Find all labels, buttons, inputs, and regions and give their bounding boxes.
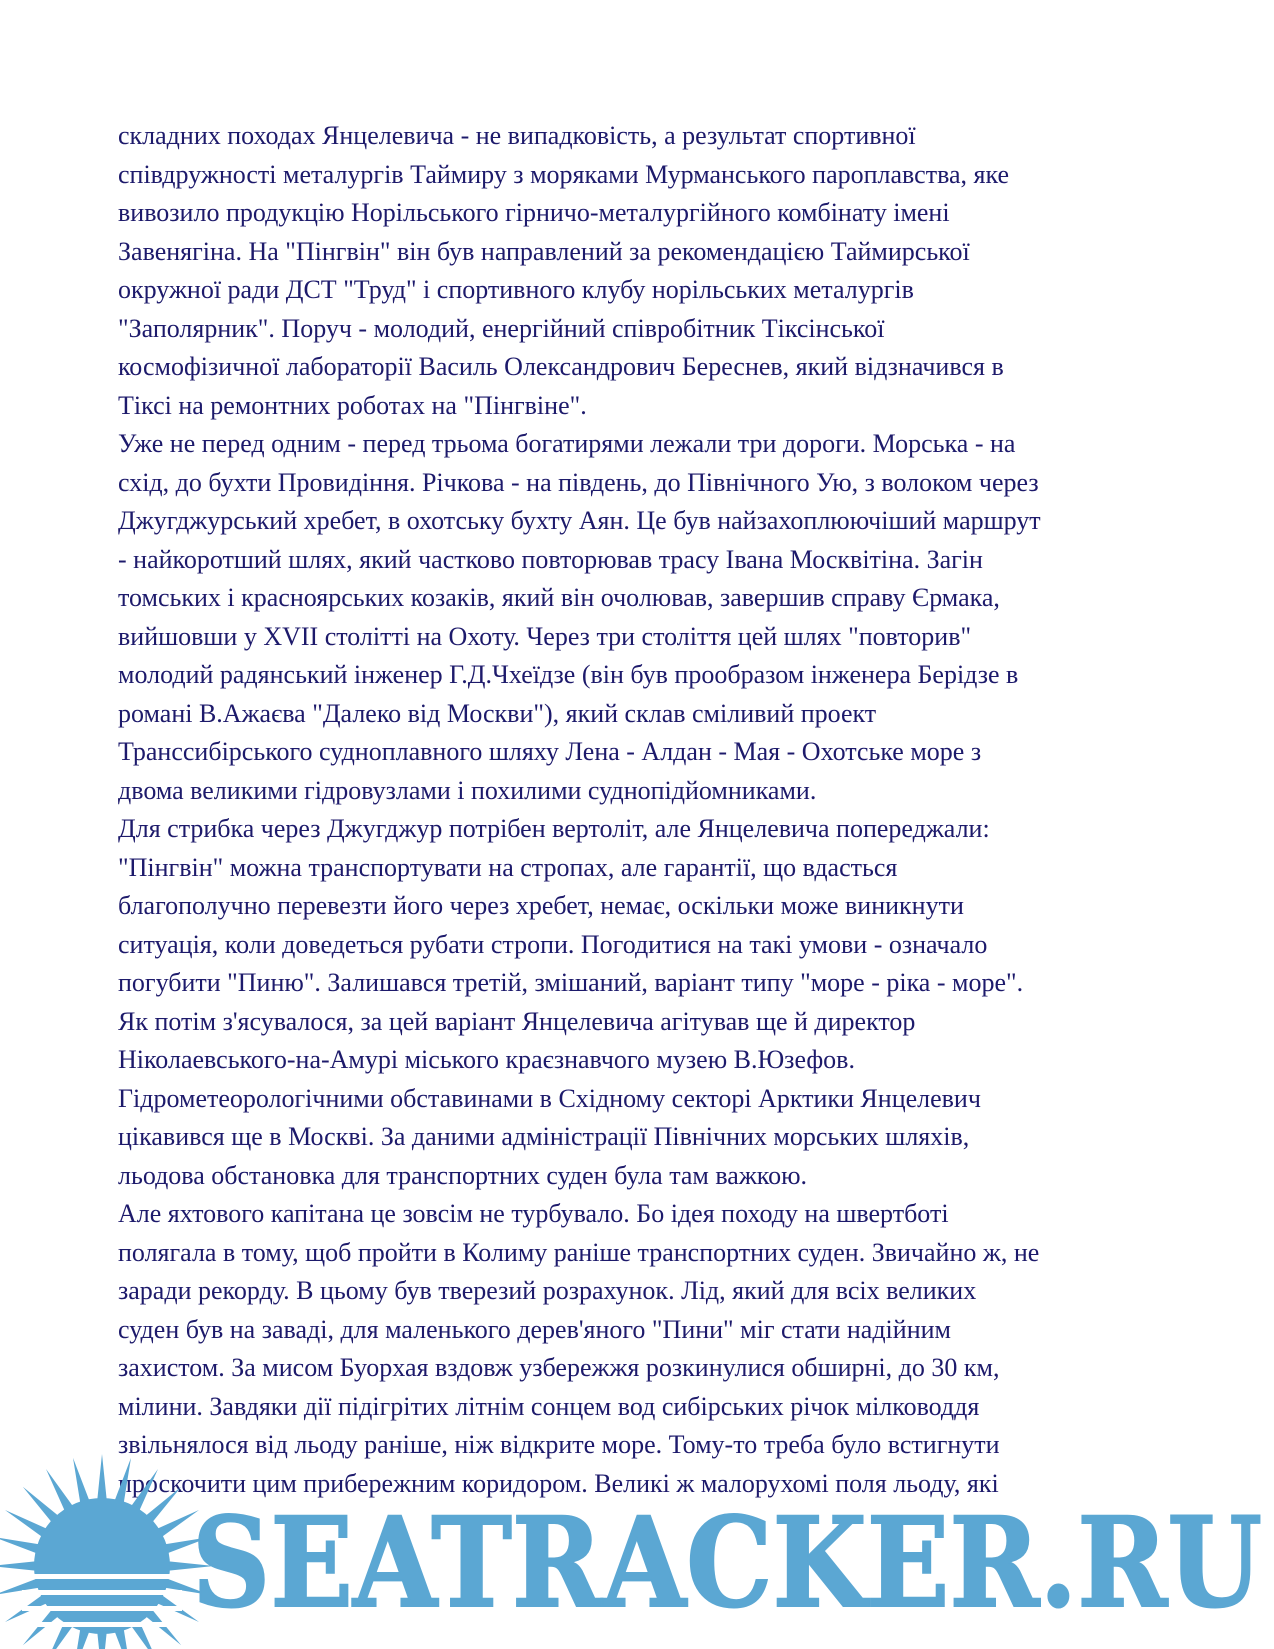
text-line: романі В.Ажаєва "Далеко від Москви"), який склав сміливий проект — [118, 698, 877, 728]
text-line: - найкоротший шлях, який частково повторював трасу Івана Москвітіна. Загін — [118, 544, 983, 574]
body-text — [118, 117, 1158, 1503]
sun-icon — [0, 1454, 214, 1649]
text-line: окружної ради ДСТ "Труд" і спортивного клубу норільських металургів — [118, 275, 914, 304]
text-line: співдружності металургів Таймиру з моряками Мурманського пароплавства, яке — [118, 159, 1010, 189]
text-line: Гідрометеорологічними обставинами в Східному секторі Арктики Янцелевич — [118, 1083, 981, 1113]
text-line: льодова обстановка для транспортних суден була там важкою. — [118, 1160, 808, 1190]
text-line: звільнялося від льоду раніше, ніж відкрите море. Тому-то треба було встигнути — [118, 1430, 1000, 1459]
text-line: молодий радянський інженер Г.Д.Чхеїдзе (він був прообразом інженера Берідзе в — [118, 660, 1019, 689]
text-line: ситуація, коли доведеться рубати стропи. Погодитися на такі умови - означало — [118, 929, 988, 959]
text-line: вийшовши у XVII столітті на Охоту. Через три століття цей шлях "повторив" — [118, 621, 972, 651]
text-line: томських і красноярських козаків, який він очолював, завершив справу Єрмака, — [118, 583, 1000, 612]
text-line: Транссибірського судноплавного шляху Лена - Алдан - Мая - Охотське море з — [118, 737, 982, 766]
text-line: благополучно перевезти його через хребет, немає, оскільки може виникнути — [118, 891, 964, 920]
text-line: Завенягіна. На "Пінгвін" він був направлений за рекомендацією Таймирської — [118, 236, 970, 266]
watermark-text: SEATRACKER.RU — [192, 1491, 1262, 1636]
text-line: мілини. Завдяки дії підігрітих літнім сонцем вод сибірських річок мілководдя — [118, 1391, 980, 1421]
text-line: Для стрибка через Джугджур потрібен вертоліт, але Янцелевича попереджали: — [118, 814, 990, 843]
text-line: суден був на заваді, для маленького дерев'яного "Пини" міг стати надійним — [118, 1314, 951, 1344]
text-line: двома великими гідровузлами і похилими суднопідйомниками. — [118, 775, 817, 805]
text-line: Тіксі на ремонтних роботах на "Пінгвіне". — [118, 390, 587, 420]
text-line: Як потім з'ясувалося, за цей варіант Янцелевича агітував ще й директор — [118, 1006, 916, 1036]
text-line: проскочити цим прибережним коридором. Великі ж малорухомі поля льоду, які — [118, 1468, 999, 1498]
text-line: заради рекорду. В цьому був тверезий розрахунок. Лід, який для всіх великих — [118, 1276, 977, 1305]
text-line: "Пінгвін" можна транспортувати на стропах, але гарантії, що вдасться — [118, 852, 898, 882]
text-line: вивозило продукцію Норільського гірничо-металургійного комбінату імені — [118, 198, 950, 227]
text-line: полягала в тому, щоб пройти в Колиму раніше транспортних суден. Звичайно ж, не — [118, 1237, 1040, 1267]
text-line: Ніколаевського-на-Амурі міського краєзнавчого музею В.Юзефов. — [118, 1045, 855, 1074]
watermark-logo — [0, 1438, 1274, 1649]
text-line: складних походах Янцелевича - не випадковість, а результат спортивної — [118, 121, 916, 150]
text-line: погубити "Пиню". Залишався третій, змішаний, варіант типу "море - ріка - море". — [118, 968, 1024, 997]
text-line: Джугджурський хребет, в охотську бухту Аян. Це був найзахоплюючіший маршрут — [118, 506, 1041, 535]
text-line: Уже не перед одним - перед трьома богатирями лежали три дороги. Морська - на — [118, 429, 1016, 458]
text-line: Але яхтового капітана це зовсім не турбувало. Бо ідея походу на швертботі — [118, 1199, 949, 1228]
text-line: захистом. За мисом Буорхая вздовж узбережжя розкинулися обширні, до 30 км, — [118, 1353, 1000, 1382]
text-line: космофізичної лабораторії Василь Олександрович Береснев, який відзначився в — [118, 352, 1004, 381]
text-line: "Заполярник". Поруч - молодий, енергійний співробітник Тіксінської — [118, 313, 885, 343]
text-line: цікавився ще в Москві. За даними адміністрації Північних морських шляхів, — [118, 1122, 970, 1151]
text-line: схід, до бухти Провидіння. Річкова - на південь, до Північного Ую, з волоком через — [118, 467, 1039, 497]
